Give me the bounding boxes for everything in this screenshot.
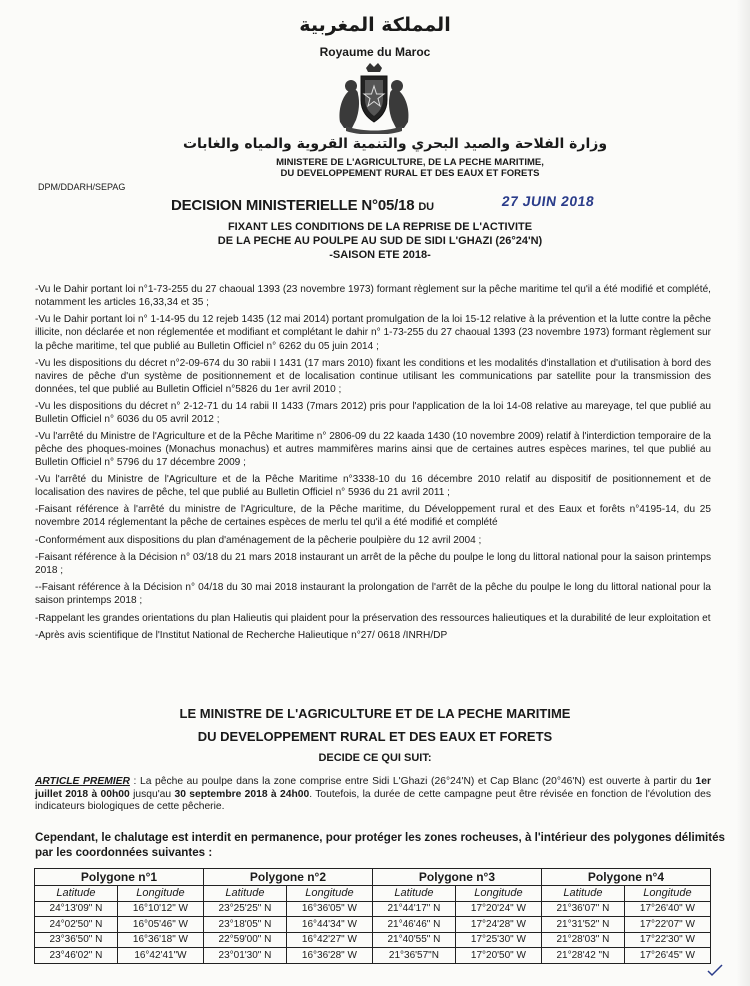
table-cell: 16°36'28" W: [286, 948, 372, 964]
ministry-french-line2: DU DEVELOPPEMENT RURAL ET DES EAUX ET FORETS: [280, 168, 540, 179]
longitude-header: Longitude: [455, 886, 541, 902]
table-cell: 16°36'05" W: [286, 901, 372, 917]
polygon-header: Polygone n°4: [541, 869, 710, 886]
longitude-header: Longitude: [286, 886, 372, 902]
reference-code: DPM/DDARH/SEPAG: [38, 182, 126, 192]
article-text-c: . Toutefois, la durée de cette campagne peut être révisée en fonction de l'évolution des indicateurs biologiques de cette pêcherie.: [35, 788, 711, 812]
decision-subtitle: [180, 220, 580, 262]
consideration-item: -Après avis scientifique de l'Institut National de Recherche Halieutique n°27/ 0618 /INRH/DP: [35, 630, 448, 642]
consideration-item: -Conformément aux dispositions du plan d'aménagement de la pêcherie poulpière du 12 avril 2004 ;: [35, 534, 482, 546]
date-stamp: 27 JUIN 2018: [500, 193, 596, 209]
consideration-item: -Faisant référence à l'arrêté du ministre de l'Agriculture, de la Pêche maritime, du Développement rural et des Eaux et forêts n°4195-14, du 25 novembre 2014 réglementant la pêche de certaines espèces de merlu tel qu'il a été modifié et complété: [35, 504, 711, 529]
polygon-coordinates-table: [34, 868, 711, 964]
article-label: ARTICLE PREMIER: [35, 776, 130, 787]
decide-heading: DECIDE CE QUI SUIT:: [318, 752, 432, 764]
table-cell: 21°28'42 "N: [541, 948, 624, 964]
table-subheader-row: [35, 886, 711, 902]
consideration-item: -Faisant référence à la Décision n° 03/18 du 21 mars 2018 instaurant un arrêt de la pêche du poulpe le long du littoral national pour la saison printemps 2018 ;: [35, 552, 711, 577]
table-cell: 17°22'30" W: [624, 932, 710, 948]
kingdom-arabic: المملكة المغربية: [299, 14, 451, 36]
table-cell: 21°44'17" N: [372, 901, 455, 917]
table-cell: 21°36'07" N: [541, 901, 624, 917]
latitude-header: Latitude: [203, 886, 286, 902]
subtitle-line2: DE LA PECHE AU POULPE AU SUD DE SIDI L'GHAZI (26°24'N): [217, 235, 543, 247]
table-cell: 17°22'07" W: [624, 917, 710, 933]
table-cell: 21°28'03" N: [541, 932, 624, 948]
table-cell: 17°26'45" W: [624, 948, 710, 964]
decision-title: [171, 197, 434, 214]
consideration-item: -Vu l'arrêté du Ministre de l'Agriculture et de la Pêche Maritime n°3338-10 du 16 décembre 2010 relatif au dispositif de positionnement et de localisation des navires de pêche, tel que publié au Bulletin Officiel n° 5936 du 21 avril 2011 ;: [35, 473, 711, 499]
polygon-header: Polygone n°1: [35, 869, 204, 886]
consideration-item: --Faisant référence à la Décision n° 04/18 du 30 mai 2018 instaurant la prolongation de l'arrêt de la pêche du poulpe le long du littoral national pour la saison printemps 2018 ;: [35, 582, 711, 607]
longitude-header: Longitude: [117, 886, 203, 902]
consideration-item: -Vu l'arrêté du Ministre de l'Agriculture et de la Pêche Maritime n° 2806-09 du 22 kaada 1430 (10 novembre 2009) relatif à l'interdiction temporaire de la pêche des phoques-moines (Monachus monachus) et autres mammifères marins ainsi que de certaines autres espèces marines, tel que publié au Bulletin Officiel n° 5796 du 17 décembre 2009 ;: [35, 430, 712, 468]
subtitle-line3: -SAISON ETE 2018-: [329, 249, 431, 261]
consideration-item: -Rappelant les grandes orientations du plan Halieutis qui plaident pour la préservation des ressources halieutiques et la durabilité de leur exploitation et: [35, 612, 711, 624]
table-cell: 16°10'12" W: [117, 901, 203, 917]
table-cell: 16°44'34" W: [286, 917, 372, 933]
consideration-item: -Vu le Dahir portant loi n°1-73-255 du 27 chaoual 1393 (23 novembre 1973) formant règlement sur la pêche maritime tel qu'il a été modifié et complété, notamment les articles 16,33,34 et 35 ;: [35, 284, 711, 309]
minister-heading-line1: LE MINISTRE DE L'AGRICULTURE ET DE LA PECHE MARITIME: [179, 706, 571, 721]
consideration-item: -Vu les dispositions du décret n°2-09-674 du 30 rabii I 1431 (17 mars 2010) fixant les conditions et les modalités d'installation et d'utilisation à bord des navires de pêche d'un système de positionnement et de localisation continue utilisant les communications par satellite pour la transmission des données, tel que publié au Bulletin Officiel n°5826 du 1er avril 2010 ;: [35, 357, 711, 396]
table-cell: 23°25'25" N: [203, 901, 286, 917]
table-cell: 16°42'41"W: [117, 948, 203, 964]
latitude-header: Latitude: [541, 886, 624, 902]
article-start: 1er juillet 2018 à 00h00: [35, 776, 711, 800]
decision-number: DECISION MINISTERIELLE N°05/18: [171, 197, 415, 214]
consideration-item: -Vu les dispositions du décret n° 2-12-71 du 14 rabii II 1433 (7mars 2012) pris pour l'application de la loi 14-08 relative au mareyage, tel que publié au Bulletin Officiel n° 6036 du 05 avril 2012 ;: [35, 401, 711, 426]
coat-of-arms-icon: [332, 62, 416, 134]
ministry-french: [210, 157, 610, 179]
consideration-item: -Vu le Dahir portant loi n° 1-14-95 du 12 rejeb 1435 (12 mai 2014) portant promulgation de la loi 15-12 relative à la prévention et la lutte contre la pêche illicite, non déclarée et non réglementée et modifiant et complétant le dahir n° 1-73-255 du 27 chaoual 1393 (23 novembre 1973) formant règlement sur la pêche maritime, tel que publié au Bulletin Officiel n° 6262 du 05 juin 2014 ;: [35, 314, 711, 352]
trawling-notice: Cependant, le chalutage est interdit en permanence, pour protéger les zones rocheuses, à l'intérieur des polygones délimités par les coordonnées suivantes :: [35, 831, 725, 859]
article-end: 30 septembre 2018 à 24h00: [174, 788, 310, 800]
table-cell: 23°01'30" N: [203, 948, 286, 964]
initial-mark-icon: [706, 963, 724, 977]
subtitle-line1: FIXANT LES CONDITIONS DE LA REPRISE DE L'ACTIVITE: [227, 221, 533, 233]
table-cell: 17°26'40" W: [624, 901, 710, 917]
latitude-header: Latitude: [35, 886, 118, 902]
article-text-a: : La pêche au poulpe dans la zone comprise entre Sidi L'Ghazi (26°24'N) et Cap Blanc (20°46'N) est ouverte à partir du: [129, 776, 696, 787]
table-cell: 23°18'05" N: [203, 917, 286, 933]
ministry-french-line1: MINISTERE DE L'AGRICULTURE, DE LA PECHE MARITIME,: [276, 157, 544, 168]
table-cell: 21°31'52" N: [541, 917, 624, 933]
kingdom-french: Royaume du Maroc: [319, 45, 431, 59]
table-row: [35, 901, 711, 917]
table-header-row: [35, 869, 711, 886]
ministry-arabic: وزارة الفلاحة والصيد البحري والتنمية القروية والمياه والغابات: [182, 136, 608, 152]
table-cell: 21°40'55" N: [372, 932, 455, 948]
article-premier: [35, 776, 711, 814]
longitude-header: Longitude: [624, 886, 710, 902]
table-cell: 16°36'18" W: [117, 932, 203, 948]
table-cell: 16°42'27" W: [286, 932, 372, 948]
table-cell: 24°02'50" N: [35, 917, 118, 933]
table-cell: 24°13'09" N: [35, 901, 118, 917]
table-cell: 21°36'57"N: [372, 948, 455, 964]
considerations-list: [35, 283, 711, 646]
table-cell: 23°36'50" N: [35, 932, 118, 948]
table-cell: 17°25'30" W: [455, 932, 541, 948]
table-cell: 21°46'46" N: [372, 917, 455, 933]
table-cell: 23°46'02" N: [35, 948, 118, 964]
table-row: [35, 932, 711, 948]
table-row: [35, 917, 711, 933]
table-cell: 22°59'00" N: [203, 932, 286, 948]
minister-heading-line2: DU DEVELOPPEMENT RURAL ET DES EAUX ET FORETS: [197, 729, 553, 744]
decision-du: DU: [418, 201, 434, 213]
table-row: [35, 948, 711, 964]
table-cell: 17°20'24" W: [455, 901, 541, 917]
table-cell: 17°24'28" W: [455, 917, 541, 933]
article-text-b: jusqu'au: [129, 788, 175, 800]
polygon-header: Polygone n°2: [203, 869, 372, 886]
polygon-header: Polygone n°3: [372, 869, 541, 886]
table-cell: 16°05'46" W: [117, 917, 203, 933]
latitude-header: Latitude: [372, 886, 455, 902]
table-cell: 17°20'50" W: [455, 948, 541, 964]
